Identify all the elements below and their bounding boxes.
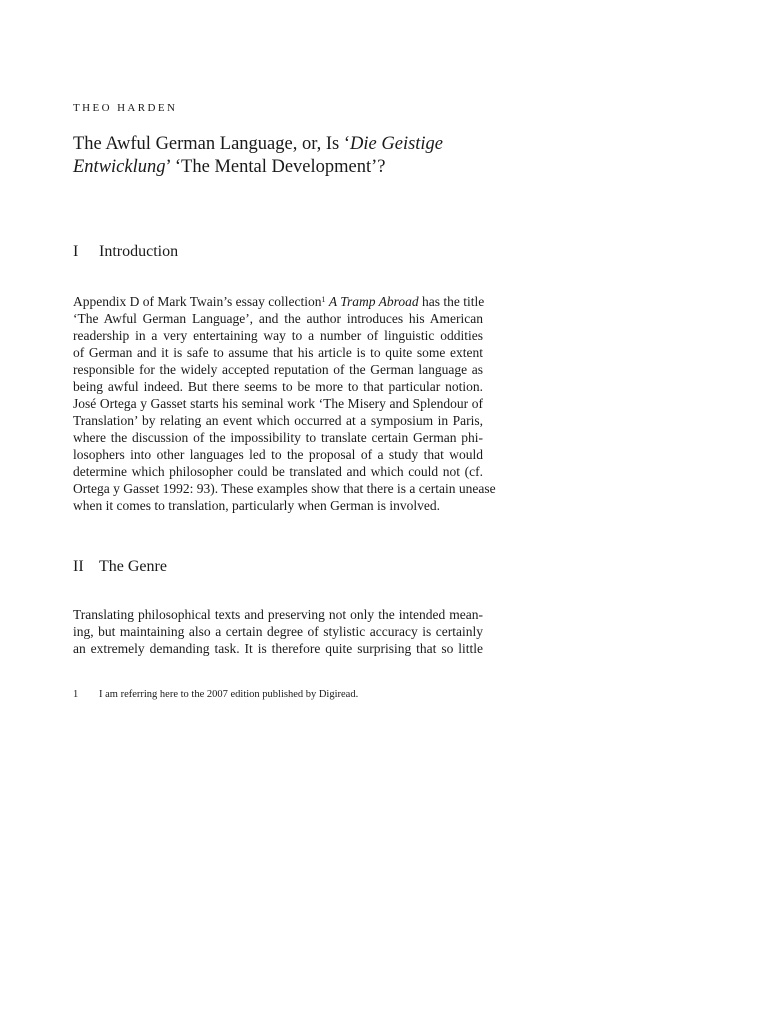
paragraph-genre bbox=[73, 606, 483, 657]
section-heading-introduction bbox=[73, 242, 178, 262]
footnote bbox=[73, 688, 358, 702]
paragraph-line: when it comes to translation, particularly when German is involved. bbox=[73, 498, 441, 513]
title-line-1 bbox=[73, 133, 493, 156]
paragraph-line: determine which philosopher could be translated and which could not (cf. bbox=[73, 464, 483, 479]
paragraph-line: Ortega y Gasset 1992: 93). These examples show that there is a certain unease bbox=[73, 481, 496, 496]
paragraph-line: ‘The Awful German Language’, and the author introduces his American bbox=[73, 311, 483, 326]
section-title: The Genre bbox=[99, 558, 167, 575]
title-italic-text: Die Geistige bbox=[350, 134, 444, 154]
paragraph-line: of German and it is safe to assume that his article is to quite some extent bbox=[73, 345, 483, 360]
title-italic-text: Entwicklung bbox=[73, 157, 166, 177]
section-number: I bbox=[73, 243, 79, 260]
article-title bbox=[73, 133, 493, 179]
footnote-text: I am referring here to the 2007 edition published by Digiread. bbox=[99, 689, 359, 700]
footnote-reference[interactable]: 1 bbox=[321, 295, 326, 304]
paragraph-line: readership in a very entertaining way to a number of linguistic oddities bbox=[73, 328, 483, 343]
section-heading-genre bbox=[73, 557, 167, 577]
paragraph-line: José Ortega y Gasset starts his seminal work ‘The Misery and Splendour of bbox=[73, 396, 483, 411]
title-text: ’ ‘The Mental Development’? bbox=[165, 157, 386, 177]
paragraph-introduction bbox=[73, 293, 496, 514]
paragraph-line: Appendix D of Mark Twain’s essay collection$^1$ A Tramp Abroad has the title bbox=[73, 294, 485, 309]
author-name: THEO HARDEN bbox=[73, 102, 178, 114]
footnote-number: 1 bbox=[73, 689, 79, 700]
paragraph-line: Translating philosophical texts and preserving not only the intended mean- bbox=[73, 607, 483, 622]
section-number: II bbox=[73, 558, 84, 575]
paragraph-line: losophers into other languages led to the proposal of a study that would bbox=[73, 447, 483, 462]
paragraph-line: responsible for the widely accepted reputation of the German language as bbox=[73, 362, 483, 377]
title-line-2 bbox=[73, 156, 493, 179]
paragraph-line: Translation’ by relating an event which occurred at a symposium in Paris, bbox=[73, 413, 483, 428]
section-title: Introduction bbox=[99, 243, 179, 260]
book-title: A Tramp Abroad bbox=[328, 294, 419, 309]
title-text: The Awful German Language, or, Is ‘ bbox=[73, 134, 351, 154]
paragraph-line: an extremely demanding task. It is therefore quite surprising that so little bbox=[73, 641, 483, 656]
paragraph-line: where the discussion of the impossibility to translate certain German phi- bbox=[73, 430, 483, 445]
paragraph-line: ing, but maintaining also a certain degree of stylistic accuracy is certainly bbox=[73, 624, 483, 639]
paragraph-line: being awful indeed. But there seems to be more to that particular notion. bbox=[73, 379, 483, 394]
